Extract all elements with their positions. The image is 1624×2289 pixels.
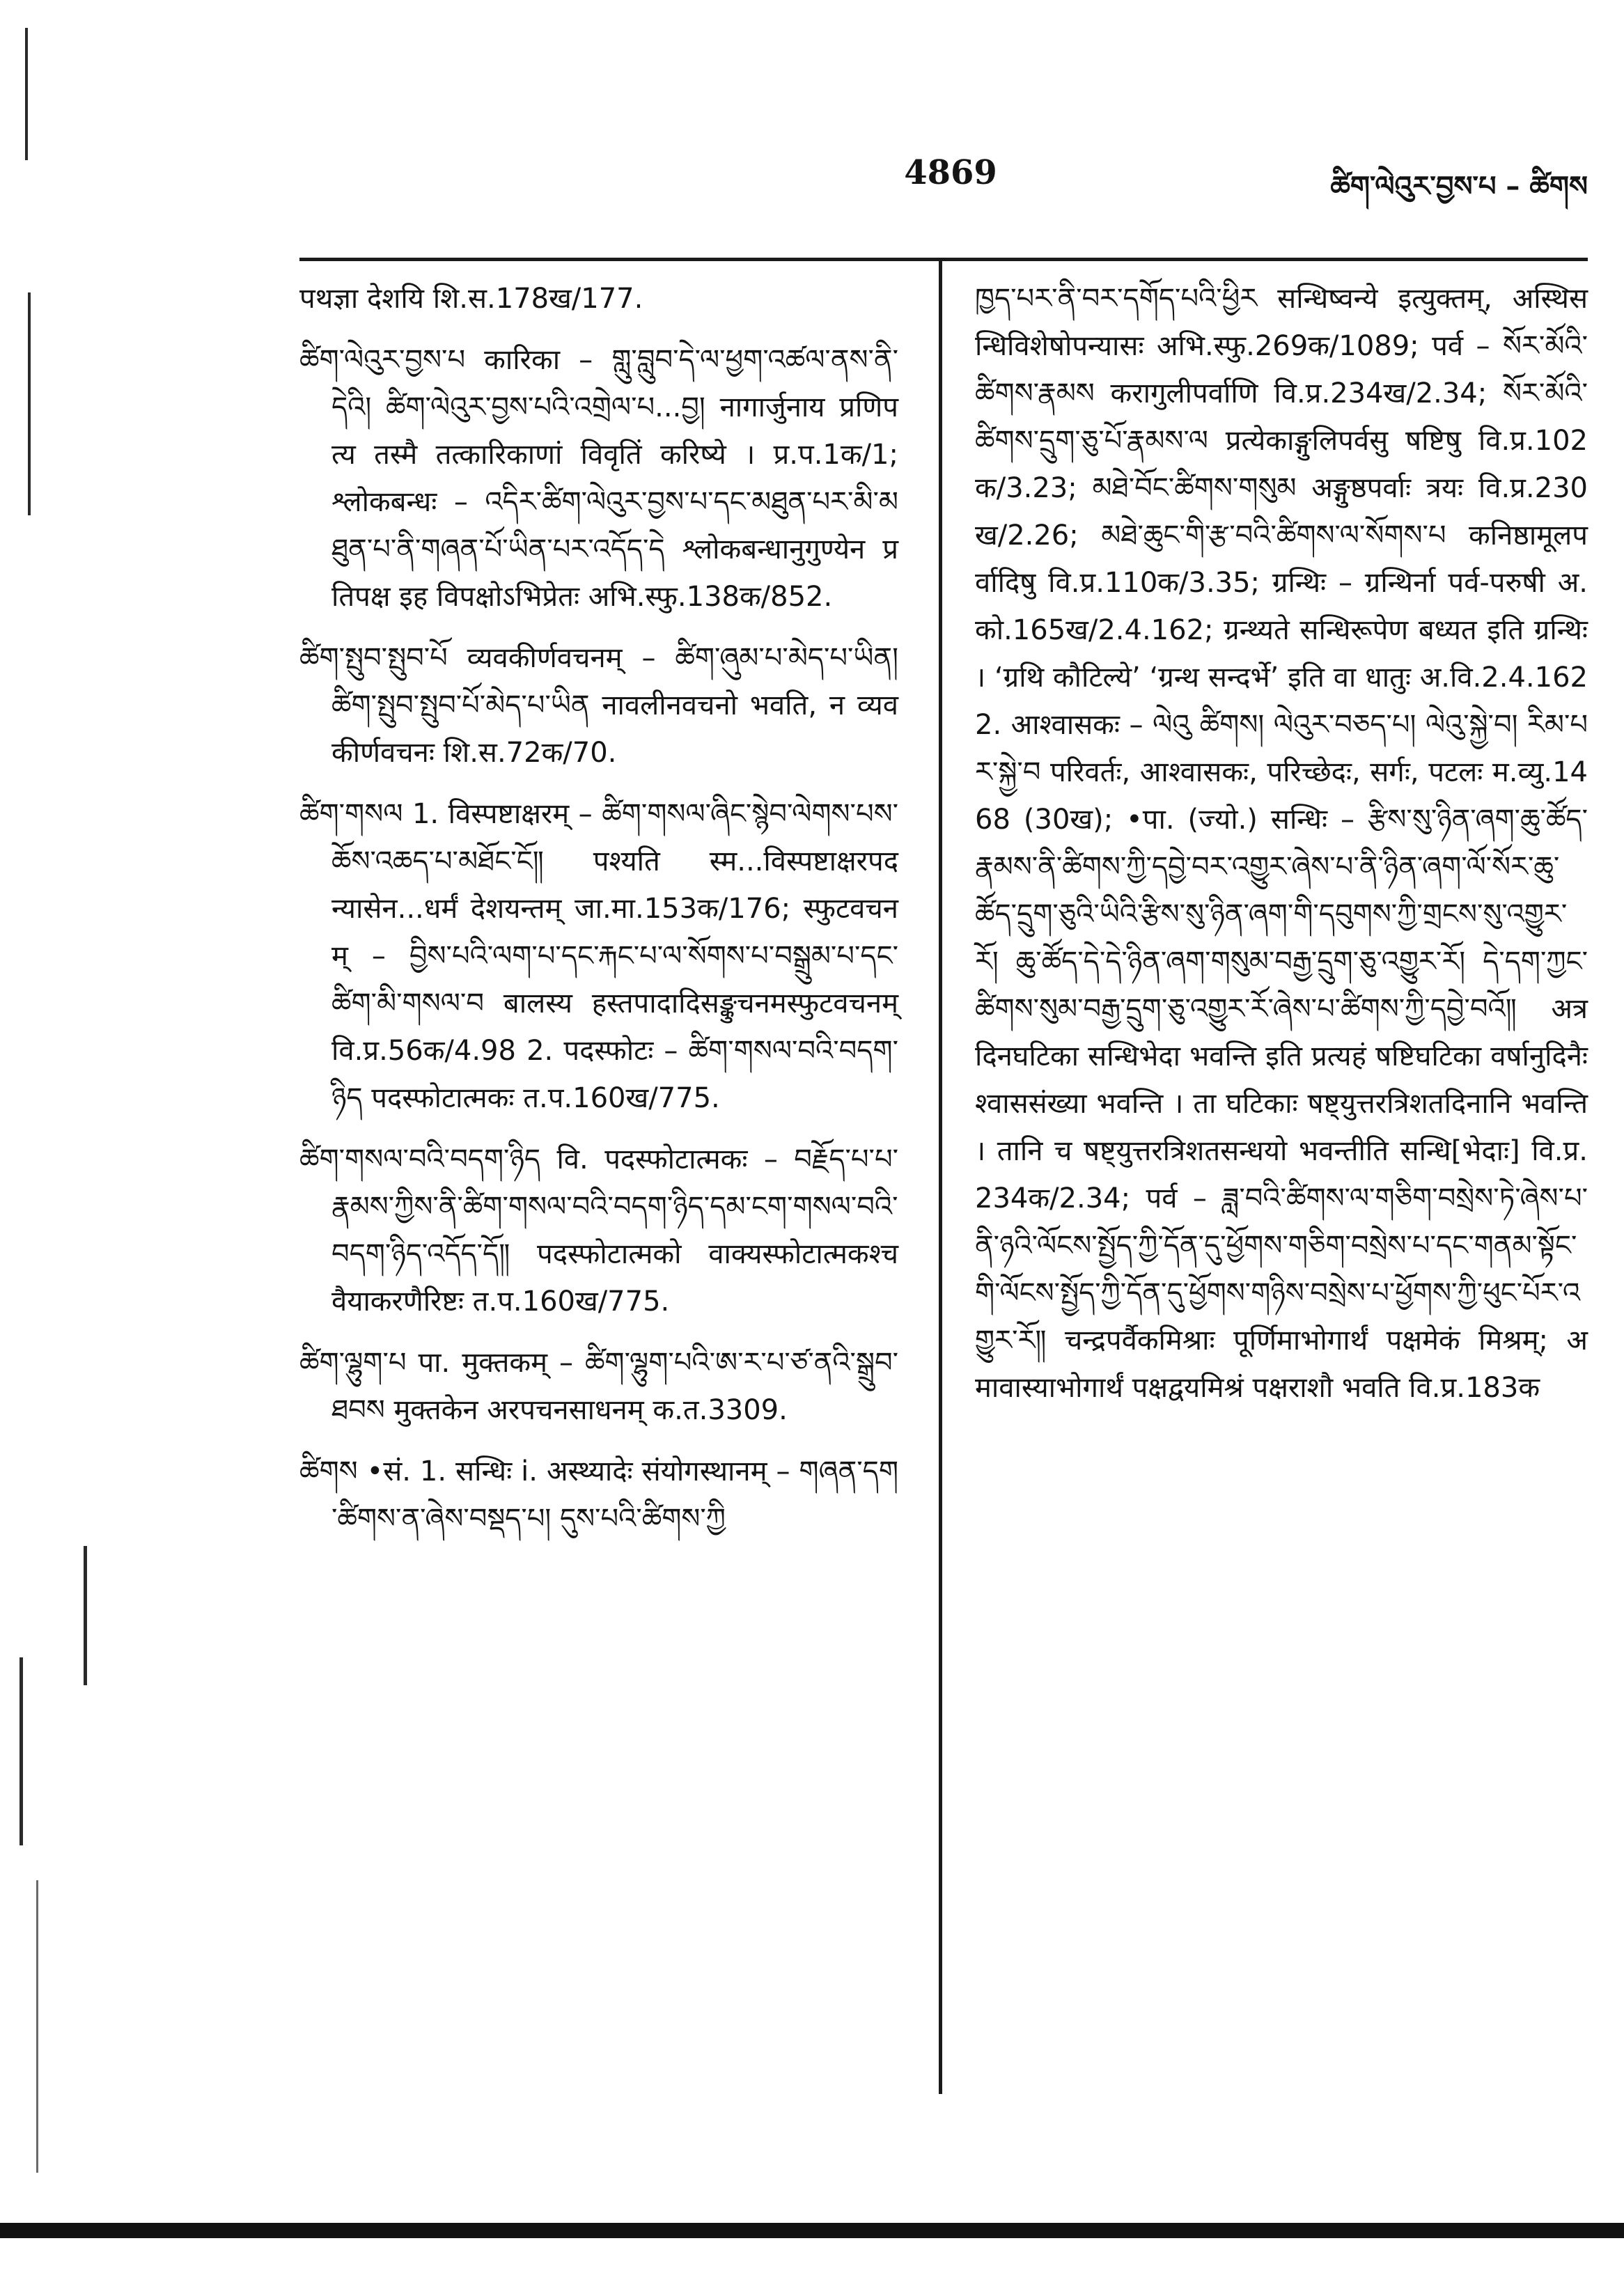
dictionary-entry: ཚིག་གསལ 1. विस्पष्टाक्षरम् – ཚིག་གསལ་ཞིང་སྙེབ་ལེགས་པས་ཆོས་འཆད་པ་མཐོང་ངོ༎ पश्यति स्म...विस्पष्टाक्षरपदन्यासेन...धर्मं देशयन्तम् जा.मा.153क/176; स्फुटवचनम् – བྱིས་པའི་ལག་པ་དང་རྐང་པ་ལ་སོགས་པ་བསྒྲུམ་པ་དང་ཚིག་མི་གསལ་བ बालस्य हस्तपादादिसङ्कुचनमस्फुटवचनम् वि.प्र.56क/4.98 2. पदस्फोटः – ཚིག་གསལ་བའི་བདག་ཉིད पदस्फोटात्मकः त.प.160ख/775. xyxy=(299,798,898,1114)
dictionary-entry: ཚིག་ལྷུག་པ पा. मुक्तकम् – ཚིག་ལྷུག་པའི་ཨ་ར་པ་ཙ་ནའི་སྒྲུབ་ཐབས मुक्तकेन अरपचनसाधनम् क.त.3309. xyxy=(299,1347,898,1426)
page-number: 4869 xyxy=(904,153,997,192)
dictionary-entry: ཚིག་སྤུབ་སྤུབ་པོ व्यवकीर्णवचनम् – ཚིག་ཞུམ་པ་མེད་པ་ཡིན། ཚིག་སྤུབ་སྤུབ་པོ་མེད་པ་ཡིན नावलीनवचनो भवति, न व्यवकीर्णवचनः शि.स.72क/70. xyxy=(299,642,898,769)
scan-margin-mark xyxy=(28,292,31,515)
page-bottom-edge xyxy=(0,2223,1624,2238)
dictionary-entry: ཚིག་ལེའུར་བྱས་པ कारिका – གླུ་བླུབ་དེ་ལ་ཕྱག་འཚལ་ནས་ནི་དེའི། ཚིག་ལེའུར་བྱས་པའི་འགྲེལ་པ...བྱ། नागार्जुनाय प्रणिपत्य तस्मै तत्कारिकाणां विवृतिं करिष्ये । प्र.प.1क/1; श्लोकबन्धः – འདིར་ཚིག་ལེའུར་བྱས་པ་དང་མཐུན་པར་མི་མཐུན་པ་ནི་གཞན་པོ་ཡིན་པར་འདོད་དེ श्लोकबन्धानुगुण्येन प्रतिपक्ष इह विपक्षोऽभिप्रेतः अभि.स्फु.138क/852. xyxy=(299,344,898,613)
dictionary-entry: ཁྱད་པར་ནི་བར་དགོད་པའི་ཕྱིར सन्धिष्वन्ये इत्युक्तम्, अस्थिसन्धिविशेषोपन्यासः अभि.स्फु.269क/1089; पर्व – སོར་མོའི་ཚིགས་རྣམས करागुलीपर्वाणि वि.प्र.234ख/2.34; སོར་མོའི་ཚིགས་དྲུག་ཅུ་པོ་རྣམས་ལ प्रत्येकाङ्गुलिपर्वसु षष्टिषु वि.प्र.102क/3.23; མཐེ་བོང་ཚིགས་གསུམ अङ्गुष्ठपर्वाः त्रयः वि.प्र.230ख/2.26; མཐེ་ཆུང་གི་རྩ་བའི་ཚིགས་ལ་སོགས་པ कनिष्ठामूलपर्वादिषु वि.प्र.110क/3.35; ग्रन्थिः – ग्रन्थिर्ना पर्व-परुषी अ.को.165ख/2.4.162; ग्रन्थ्यते सन्धिरूपेण बध्यत इति ग्रन्थिः । ‘ग्रथि कौटिल्ये’ ‘ग्रन्थ सन्दर्भे’ इति वा धातुः अ.वि.2.4.162 2. आश्वासकः – ལེའུ ཚིགས། ལེའུར་བཅད་པ། ལེའུ་སྐྱེ་བ། རིམ་པར་སྐྱེ་བ परिवर्तः, आश्वासकः, परिच्छेदः, सर्गः, पटलः म.व्यु.1468 (30ख); •पा. (ज्यो.) सन्धिः – རྩིས་སུ་ཉིན་ཞག་ཆུ་ཚོད་རྣམས་ནི་ཚིགས་ཀྱི་དབྱེ་བར་འགྱུར་ཞེས་པ་ནི་ཉིན་ཞག་ལོ་སོར་ཆུ་ཚོད་དྲུག་ཅུའི་ཡིའི་རྩིས་སུ་ཉིན་ཞག་གི་དབུགས་ཀྱི་གྲངས་སུ་འགྱུར་རོ། ཆུ་ཚོད་དེ་དེ་ཉིན་ཞག་གསུམ་བརྒྱ་དྲུག་ཅུ་འགྱུར་རོ། དེ་དག་ཀྱང་ཚིགས་སུམ་བརྒྱ་དྲུག་ཅུ་འགྱུར་རོ་ཞེས་པ་ཚིགས་ཀྱི་དབྱེ་བའོ༎ अत्र दिनघटिका सन्धिभेदा भवन्ति इति प्रत्यहं षष्टिघटिका वर्षानुदिनैः श्वाससंख्या भवन्ति । ता घटिकाः षष्ट्युत्तरत्रिशतदिनानि भवन्ति । तानि च षष्ट्युत्तरत्रिशतसन्धयो भवन्तीति सन्धि[भेदाः] वि.प्र.234क/2.34; पर्व – ཟླ་བའི་ཚིགས་ལ་གཅིག་བསྲེས་ཏེ་ཞེས་པ་ནི་ཉའི་ལོངས་སྤྱོད་ཀྱི་དོན་དུ་ཕྱོགས་གཅིག་བསྲེས་པ་དང་གནམ་སྟོང་གི་ལོངས་སྤྱོད་ཀྱི་དོན་དུ་ཕྱོགས་གཉིས་བསྲེས་པ་ཕྱོགས་ཀྱི་ཕུང་པོར་འགྱུར་རོ༎ चन्द्रपर्वैकमिश्राः पूर्णिमाभोगार्थं पक्षमेकं मिश्रम्; अमावास्याभोगार्थं पक्षद्वयमिश्रं पक्षराशौ भवति वि.प्र.183क xyxy=(975,283,1588,1404)
column-divider xyxy=(939,259,942,2094)
scan-margin-mark xyxy=(84,1546,87,1685)
scan-margin-mark xyxy=(36,1880,38,2173)
dictionary-entry: पथज्ञा देशयि शि.स.178ख/177. xyxy=(299,283,643,315)
dictionary-entry: ཚིགས •सं. 1. सन्धिः i. अस्थ्यादेः संयोगस्थानम् – གཞན་དག་ཚིགས་ན་ཞེས་བསྡད་པ། དུས་པའི་ཚིགས་ཀྱི xyxy=(299,1455,898,1535)
scan-margin-mark xyxy=(19,1657,23,1845)
left-column xyxy=(299,275,898,1556)
dictionary-entry: ཚིག་གསལ་བའི་བདག་ཉིད वि. पदस्फोटात्मकः – བརྗོད་པ་པ་རྣམས་ཀྱིས་ནི་ཚིག་གསལ་བའི་བདག་ཉིད་དམ་ངག་གསལ་བའི་བདག་ཉིད་འདོད་དོ༎ पदस्फोटात्मको वाक्यस्फोटात्मकश्च वैयाकरणैरिष्टः त.प.160ख/775. xyxy=(299,1143,898,1318)
scan-margin-mark xyxy=(25,28,28,160)
running-head: ཚིག་ལེའུར་བྱས་པ – ཚིགས xyxy=(1330,171,1588,203)
right-column xyxy=(975,275,1588,1425)
header-rule xyxy=(299,258,1588,261)
